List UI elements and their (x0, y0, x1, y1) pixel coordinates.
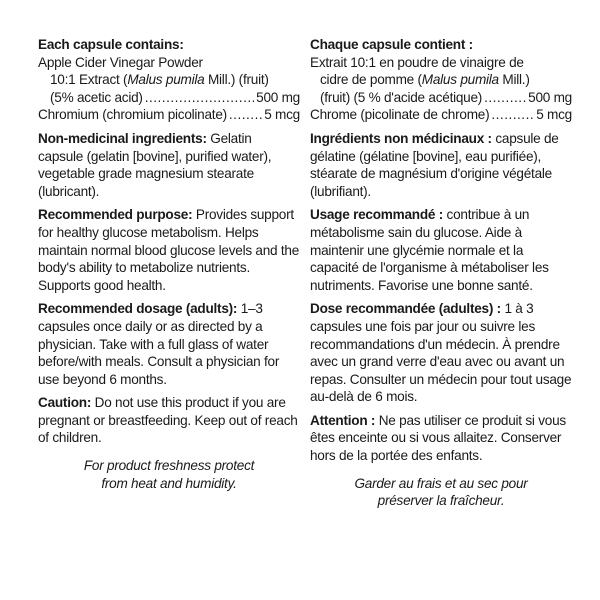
storage-line1-fr: Garder au frais et au sec pour (354, 475, 528, 491)
purpose-text: Provides support for healthy glucose metabolism. Helps maintain normal blood glucose levels and the body's ability to metabolize nutrients. Supports good health. (38, 207, 300, 293)
ingredient-acv-mill-fr: Mill.) (498, 72, 530, 88)
ingredient-acv-amount-fr: 500 mg (528, 89, 572, 105)
dot-leader (484, 89, 526, 107)
capsule-heading-fr: Chaque capsule contient : (310, 37, 473, 52)
caution-label-fr: Attention : (310, 412, 376, 428)
purpose-text-fr: contribue à un métabolisme sain du glucose. Aide à maintenir une glycémie normale et la capacité de l'organisme à métaboliser les nutriments. Favorise une bonne santé. (310, 207, 549, 293)
storage-line2-fr: préserver la fraîcheur. (377, 493, 505, 509)
ingredient-acv-amount-row-fr (310, 89, 572, 107)
recommended-purpose-fr (310, 206, 572, 294)
ingredient-chromium-amount-fr: 5 mcg (536, 107, 572, 123)
caution-fr (310, 412, 572, 465)
ingredient-chromium-row (38, 106, 300, 124)
caution-text-fr: Ne pas utiliser ce produit si vous êtes enceinte ou si vous allaitez. Conserver hors de la portée des enfants. (310, 412, 566, 464)
ingredient-acv-part: Mill.) (fruit) (204, 72, 269, 88)
nmi-label-fr: Ingrédients non médicinaux : (310, 130, 492, 146)
dot-leader (491, 106, 534, 124)
non-medicinal-ingredients-fr (310, 130, 572, 200)
english-column (38, 36, 300, 492)
caution-label: Caution: (38, 395, 92, 411)
ingredient-acv-extract: 10:1 Extract ( (50, 72, 128, 88)
ingredient-chromium-row-fr (310, 106, 572, 124)
dosage-label: Recommended dosage (adults): (38, 301, 238, 317)
purpose-label: Recommended purpose: (38, 207, 193, 223)
ingredient-acv-line2-fr (310, 71, 572, 89)
ingredient-acv-qualifier: (5% acetic acid) (50, 89, 143, 105)
nmi-text: Gelatin capsule (gelatin [bovine], purified water), vegetable grade magnesium stearate (lubricant). (38, 130, 272, 199)
dot-leader (229, 106, 262, 124)
dosage-text-fr: 1 à 3 capsules une fois par jour ou suivre les recommandations d'un médecin. À prendre avec un grand verre d'eau avec ou avant un repas. Consulter un médecin pour tout usage au-delà de 6 mois. (310, 301, 572, 405)
caution-text: Do not use this product if you are pregnant or breastfeeding. Keep out of reach of children. (38, 395, 298, 446)
nmi-text-fr: capsule de gélatine (gélatine [bovine], eau purifiée), stéarate de magnésium d'origine végétale (lubrifiant). (310, 130, 559, 199)
ingredient-acv-extract-fr: cidre de pomme ( (320, 72, 422, 88)
non-medicinal-ingredients (38, 130, 300, 200)
dosage-text: 1–3 capsules once daily or as directed by a physician. Take with a full glass of water before/with meals. Consult a physician for use beyond 6 months. (38, 301, 280, 387)
ingredient-acv-amount-row (38, 89, 300, 107)
recommended-dosage-fr (310, 300, 572, 406)
storage-note-fr (310, 475, 572, 510)
caution (38, 394, 300, 447)
latin-name-fr: Malus pumila (421, 72, 499, 88)
french-column (310, 36, 572, 510)
ingredient-chromium-label-fr: Chrome (picolinate de chrome) (310, 107, 490, 123)
capsule-heading: Each capsule contains: (38, 37, 184, 52)
storage-line2: from heat and humidity. (101, 475, 237, 491)
nmi-label: Non-medicinal ingredients: (38, 130, 207, 146)
recommended-dosage (38, 300, 300, 388)
recommended-purpose (38, 206, 300, 294)
storage-line1: For product freshness protect (83, 458, 255, 474)
ingredient-acv-line1: Apple Cider Vinegar Powder (38, 54, 203, 70)
ingredient-acv-line1-fr: Extrait 10:1 en poudre de vinaigre de (310, 54, 524, 70)
dosage-label-fr: Dose recommandée (adultes) : (310, 301, 501, 317)
ingredient-chromium-amount: 5 mcg (264, 107, 300, 123)
ingredient-chromium-label: Chromium (chromium picolinate) (38, 107, 227, 123)
storage-note (38, 457, 300, 492)
dot-leader (145, 89, 254, 107)
ingredient-acv-line2 (38, 71, 300, 89)
purpose-label-fr: Usage recommandé : (310, 207, 443, 223)
ingredient-acv-amount: 500 mg (256, 89, 300, 105)
ingredient-acv-qualifier-fr: (fruit) (5 % d'acide acétique) (320, 89, 483, 105)
latin-name: Malus pumila (127, 72, 205, 88)
